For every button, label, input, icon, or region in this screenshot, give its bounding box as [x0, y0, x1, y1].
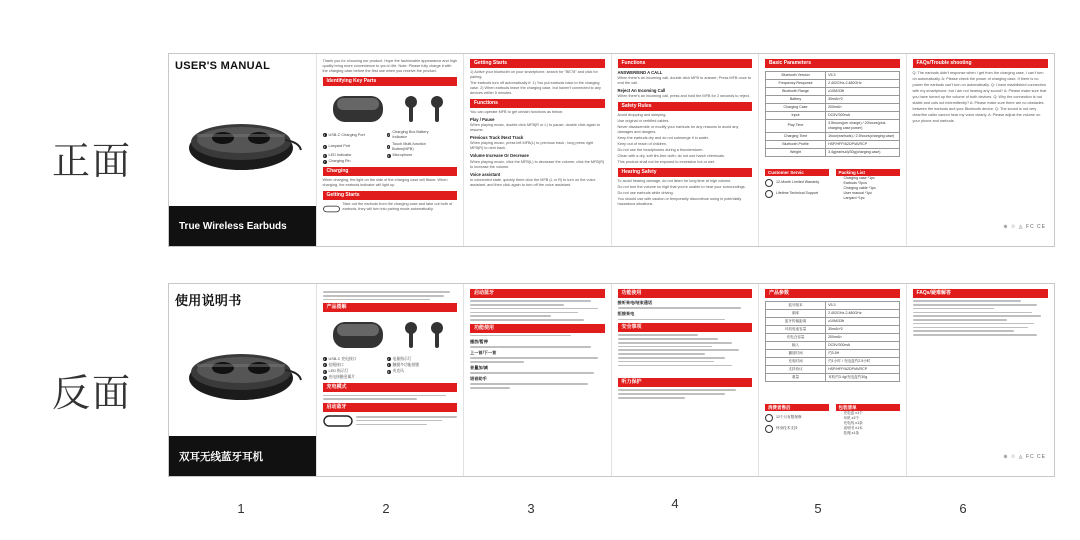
- safety-header-cn: 安全事项: [618, 323, 753, 332]
- hearing-header-cn: 听力保护: [618, 378, 753, 387]
- functions-header-2-cn: 功能使用: [618, 289, 753, 298]
- support-icon: [765, 190, 773, 198]
- back-side-label: 反面: [52, 371, 133, 415]
- part-item: 4 触摸多功能按键: [387, 362, 420, 368]
- voice-title: Voice assistant: [470, 171, 501, 177]
- table-row: Battery 30mAh*2: [766, 95, 900, 103]
- front-panel-6: [907, 54, 1055, 246]
- cover-title-cn: 使用说明书: [175, 294, 242, 309]
- getting-started-header: Getting Starts: [323, 191, 458, 200]
- part-item: 2 Charging Box Battery Indicator: [387, 130, 429, 140]
- back-panel-5: [759, 284, 907, 476]
- getting-starts-header-cn: 启动蓝牙: [470, 289, 605, 298]
- front-sheet: [168, 53, 1055, 247]
- part-item: 7 充电接触金属片: [323, 375, 356, 380]
- table-row: Bluetooth Version V5.3: [766, 72, 900, 80]
- volume-text: When playing music, click the MFB(L) to decrease the volume; click the MFB(R) to increase the volume.: [470, 159, 605, 169]
- charging-header: Charging: [323, 167, 458, 176]
- packing-item: 挂绳 x1条: [843, 431, 860, 436]
- functions-header-cn: 功能使用: [470, 324, 605, 333]
- table-row: Charging Case 200mAh: [766, 103, 900, 111]
- parameters-header-cn: 产品参数: [765, 289, 900, 298]
- front-cover-panel: [169, 54, 317, 246]
- getting-started-text: Take out the earbuds from the charging case and take out both of earbuds, they will turn into pairing mode automatically.: [342, 202, 453, 212]
- key-parts-diagram: [323, 88, 457, 128]
- hearing-item: Do not turn the volume so high that you're unable to hear your surroundings.: [617, 185, 746, 190]
- faq-text: Q: The earbuds didn't response when I get from the charging case, I can't turn on automatically. A: Please check the power of charging case. If there is no power the earbuds can't turn on automatically. Q: I have established connection with my smartphone, but I am not hearing any sound? A: Please make sure that you have turned up the volume of both devices. Q: Why the connection is not stable and cuts out intermittently? A: Please make sure there are no obstacles between the earbuds and your Bluetooth device. Q: The sound is not very clear/the caller cannot hear my voice clearly. A: Please adjust the volume on your phone and earbuds.: [912, 71, 1047, 123]
- packing-item: 充电盒 x1个: [843, 411, 863, 416]
- table-row: Weight 3.4g(earbud)/30g(charging case): [766, 148, 900, 156]
- packing-item: Lanyard *1pc: [843, 196, 865, 201]
- getting-starts-text-2: The earbuds turn off automatically if: 1) You put earbuds back to the charging case. 2) When earbuds leave the charging case, but haven't connected to any devices within 5 minutes.: [470, 81, 601, 95]
- back-panel-4: [612, 284, 760, 476]
- part-item: 6 Microphone: [387, 153, 413, 158]
- charging-case-icon: [323, 414, 353, 428]
- packing-item: Charging cable *1pc: [843, 186, 876, 191]
- support-icon: [765, 425, 773, 433]
- service-item: 12-Month Limited Warranty: [765, 179, 829, 187]
- table-row: Charging Time 1hour(earbuds) / 2.5hours(charging case): [766, 132, 900, 140]
- certification-marks: ⊕ ♲ ◬ FC CE: [1003, 453, 1046, 460]
- table-row: 蓝牙版本 V5.3: [766, 302, 900, 310]
- earbuds-case-image: [181, 104, 306, 184]
- page-number: 4: [671, 496, 679, 511]
- answer-call-text: When there's an incoming call, double click MFB to answer; Press MFB once to end the call.: [617, 76, 751, 86]
- faq-header: FAQs/Trouble shooting: [913, 59, 1049, 68]
- table-row: Play Time 3.5hours(per charge) / 20hours(plus charging case power): [766, 119, 900, 132]
- hearing-item: Do not use earbuds while driving.: [617, 191, 674, 196]
- table-row: 耳机电池容量 30mAh*2: [766, 325, 900, 333]
- safety-item: Keep out of reach of children.: [617, 142, 668, 147]
- back-panel-6: [907, 284, 1055, 476]
- page-number: 5: [814, 501, 822, 516]
- cover-title: USER'S MANUAL: [175, 60, 271, 72]
- play-pause-title-cn: 播放/暂停: [470, 338, 488, 344]
- functions-header: Functions: [470, 99, 605, 108]
- play-pause-title: Play / Pause: [470, 117, 495, 122]
- prev-next-text: When playing music, press left MFB(L) to previous track ; long press right MFB(R) to next track.: [470, 141, 594, 151]
- volume-title-cn: 音量加/减: [470, 364, 488, 370]
- safety-item: Use original or certified cables.: [617, 119, 670, 124]
- part-item: 3 Lanyard Port: [323, 144, 351, 149]
- service-header: Customer Servic: [765, 169, 829, 176]
- table-row: 支持协议 HSP/HFP/A2DP/AVRCP: [766, 365, 900, 373]
- front-panel-5: [759, 54, 907, 246]
- front-panel-4: [612, 54, 760, 246]
- getting-starts-header: Getting Starts: [470, 59, 605, 68]
- front-panel-2: [317, 54, 465, 246]
- reject-call-text: When there's an incoming call, press and hold the MFB for 2 seconds to reject.: [617, 94, 750, 99]
- getting-started-header-cn: 启动蓝牙: [323, 403, 458, 412]
- safety-item: Clean with a dry, soft lint-free cloth; do not use harsh chemicals.: [617, 154, 725, 159]
- hearing-item: You should use with caution or temporarily discontinue using in potentially hazardous situations.: [617, 197, 742, 207]
- prev-next-title: Previous Track /Next Track: [470, 135, 524, 141]
- service-header-cn: 消费者售后: [765, 404, 829, 411]
- functions-intro: You can operate MFB to get certain functions as below:: [470, 110, 563, 114]
- getting-starts-text-1: 1) Active your bluetooth on your smartphone, search for "BE78" and click for pairing.: [470, 70, 598, 79]
- earbuds-case-image: [181, 334, 306, 414]
- safety-item: This product shall not be exposed to excessive hot or wet.: [617, 160, 716, 165]
- functions-header-2: Functions: [618, 59, 753, 68]
- service-item: 终身技术支持: [765, 425, 829, 433]
- packing-item: 充电线 x1条: [843, 421, 863, 426]
- voice-text: In connected state, quickly three click the MFB (L or R) to turn on the voice assistant, and then click again to turn off the voice assistant.: [470, 177, 596, 187]
- product-name-bar: True Wireless Earbuds: [169, 206, 316, 246]
- back-cover-panel: [169, 284, 317, 476]
- table-row: 输入 DC5V/300mA: [766, 341, 900, 349]
- safety-header: Safety Rules: [618, 102, 753, 111]
- table-row: 蓝牙传输距离 ≥10M/33ft: [766, 317, 900, 325]
- safety-item: Keep the earbuds dry and do not submerge it in water.: [617, 136, 709, 141]
- table-row: 充电仓容量 200mAh: [766, 333, 900, 341]
- table-row: Bluetooth Profile HSP/HFP/A2DP/AVRCP: [766, 140, 900, 148]
- key-parts-header-cn: 产品图解: [323, 303, 458, 312]
- packing-item: 耳机 x2个: [843, 416, 860, 421]
- table-row: 充电时间 约1小时 / 充电盒约2.5小时: [766, 357, 900, 365]
- hearing-header: Hearing Safety: [618, 168, 753, 177]
- page-number: 6: [959, 501, 967, 516]
- part-item: 1 USB-C Charging Port: [323, 132, 365, 138]
- key-parts-header: Identifying Key Parts: [323, 77, 458, 86]
- safety-item: Avoid dropping and sleeping.: [617, 113, 667, 118]
- charging-case-icon: [323, 202, 340, 216]
- packing-header-cn: 包装清单: [836, 404, 900, 411]
- hearing-item: To avoid hearing damage, do not listen for long time at high volume.: [617, 179, 732, 184]
- page-number: 3: [527, 501, 535, 516]
- part-item: 3 挂绳接口: [323, 362, 344, 368]
- table-row: Frequency Response 2.402GHz-2.480GHz: [766, 79, 900, 87]
- back-panel-3: [464, 284, 612, 476]
- part-item: 7 Charging Pin: [323, 159, 351, 164]
- page-number: 1: [237, 501, 245, 516]
- key-parts-diagram: [323, 314, 457, 354]
- warranty-icon: [765, 179, 773, 187]
- safety-item: Do not use the headphones during a thunderstorm.: [617, 148, 704, 153]
- table-row: Bluetooth Range ≥10M/33ft: [766, 87, 900, 95]
- part-item: 1 USB-C 充电接口: [323, 356, 357, 362]
- part-item: 5 LED 指示灯: [323, 368, 349, 374]
- product-name-bar-cn: 双耳无线蓝牙耳机: [169, 436, 316, 476]
- back-sheet: [168, 283, 1055, 477]
- answer-call-title: ANSWER/END A CALL: [617, 70, 663, 75]
- page-number: 2: [382, 501, 390, 516]
- warranty-icon: [765, 414, 773, 422]
- reject-call-title: Reject An Incoming Call: [617, 88, 666, 94]
- packing-item: Charging case *1pc: [843, 176, 875, 181]
- answer-call-title-cn: 接听来电/结束通话: [617, 300, 653, 305]
- parameters-header: Basic Parameters: [765, 59, 900, 68]
- part-item: 2 电量指示灯: [387, 356, 412, 362]
- prev-next-title-cn: 上一首/下一首: [470, 349, 497, 355]
- safety-item: Never disassemble or modify your earbuds for any reasons to avoid any damages and dangers.: [617, 125, 739, 135]
- table-row: 重量 耳机约3.4g/充电盒约30g: [766, 373, 900, 381]
- reject-call-title-cn: 拒接来电: [617, 311, 635, 317]
- faq-header-cn: FAQs/疑难解答: [913, 289, 1049, 298]
- table-row: 播放时间 约3.5H: [766, 349, 900, 357]
- charging-text: When charging, the light on the side of the charging case will flicker. When charging, the earbuds indicator will light up.: [322, 178, 448, 188]
- parameters-table-cn: [765, 301, 900, 382]
- charging-header-cn: 充电模式: [323, 383, 458, 392]
- table-row: 频率 2.402GHz-2.480GHz: [766, 309, 900, 317]
- service-item: Lifetime Technical Support: [765, 190, 829, 198]
- part-item: 4 Touch Multi-function Button(MFB): [387, 141, 426, 151]
- packing-header: Packing List: [836, 169, 900, 176]
- packing-item: User manual *1pc: [843, 191, 873, 196]
- voice-title-cn: 语音助手: [470, 375, 487, 381]
- service-item: 12个月有限保修: [765, 414, 829, 422]
- intro-text: Thank you for choosing our product. Hope the fashionable appearance and high quality bring more convenience to you in life. Note: Please fully charge it with the charging case before the first use when you receive the product.: [322, 59, 457, 73]
- table-row: Input DC5V/300mA: [766, 111, 900, 119]
- certification-marks: ⊕ ♲ ◬ FC CE: [1003, 223, 1046, 230]
- volume-title: Volume Increase Or Decrease: [470, 153, 529, 159]
- front-side-label: 正面: [52, 139, 133, 183]
- part-item: 5 LED Indicator: [323, 153, 352, 158]
- part-item: 6 麦克风: [387, 368, 404, 374]
- packing-item: Earbuds *2pcs: [843, 181, 867, 186]
- packing-item: 说明书 x1本: [843, 426, 863, 431]
- parameters-table: [765, 71, 900, 157]
- play-pause-text: When playing music, double click MFB(R or L) to pause, double click again to resume.: [470, 123, 600, 133]
- back-panel-2: [317, 284, 465, 476]
- front-panel-3: [464, 54, 612, 246]
